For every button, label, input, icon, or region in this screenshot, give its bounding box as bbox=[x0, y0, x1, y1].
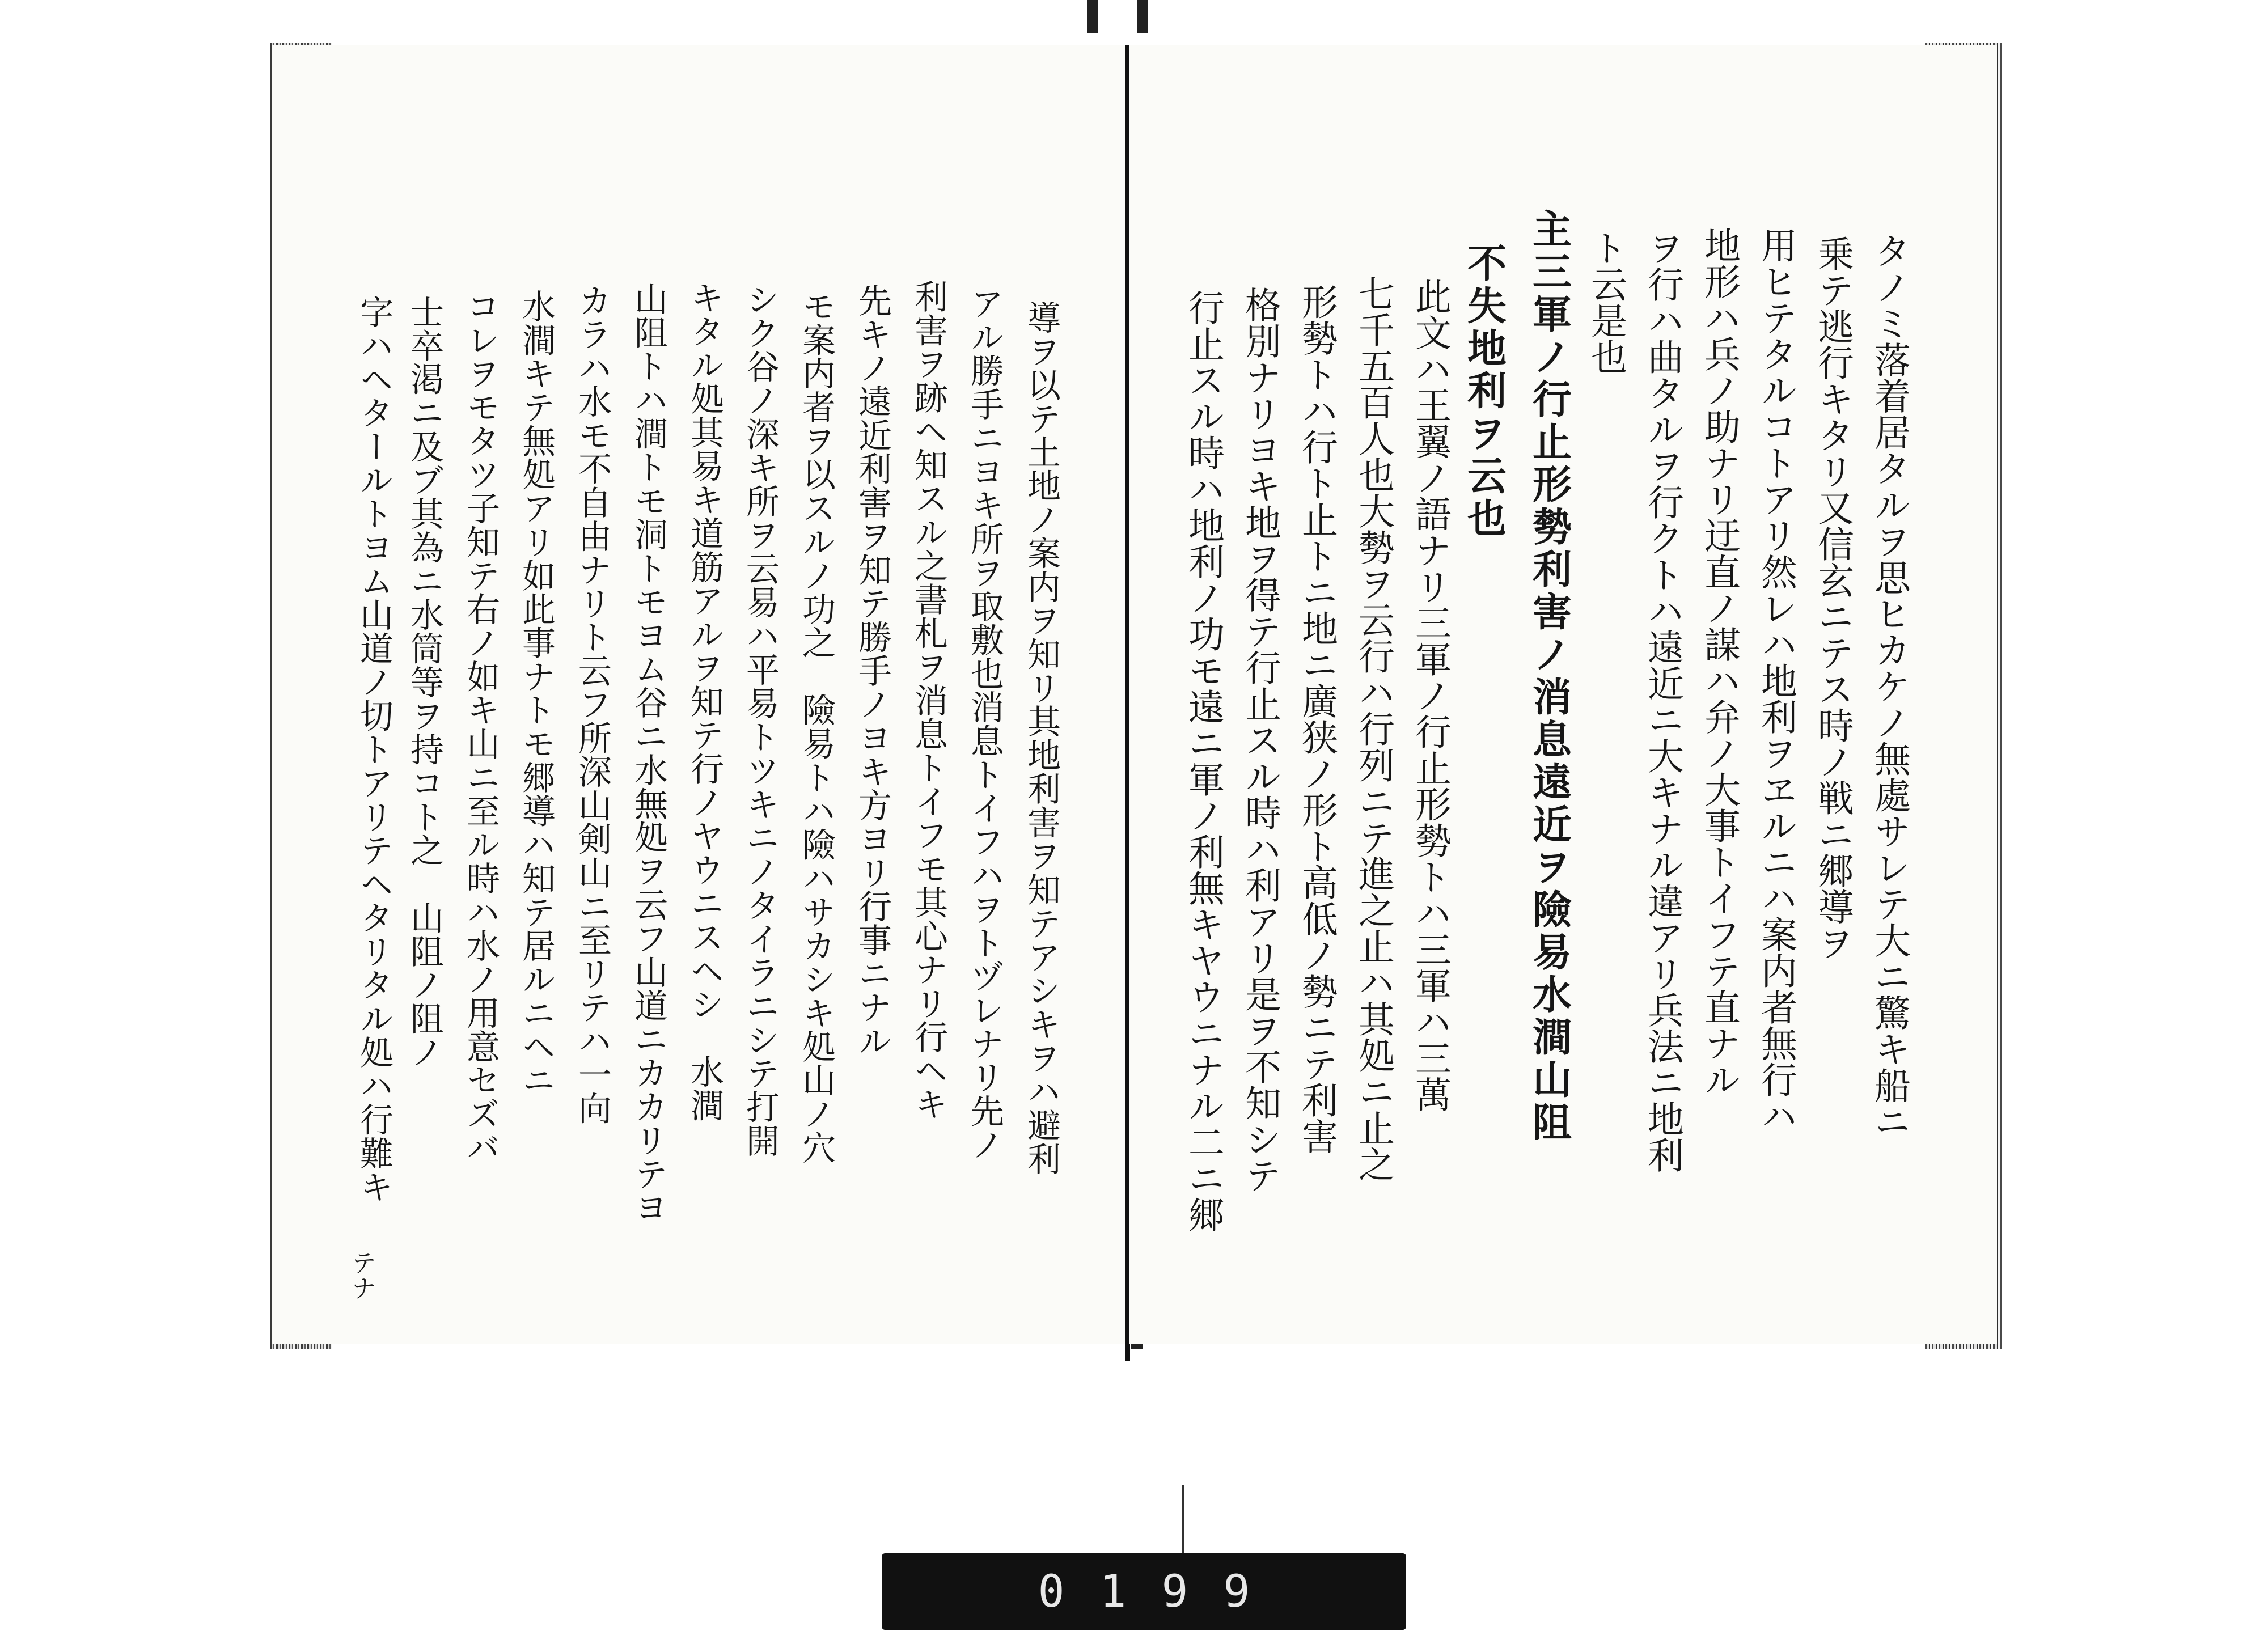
text-column: 水澗キテ無処アリ如此事ナトモ郷導ハ知テ居ルニヘニ bbox=[517, 289, 556, 1097]
text-column: カラハ水モ不自由ナリト云フ所深山剣山ニ至リテハ一向 bbox=[573, 283, 612, 1125]
margin-note: テナ bbox=[347, 1250, 376, 1301]
text-column: キタル処其易キ道筋アルヲ知テ行ノヤウニスヘシ 水澗 bbox=[685, 281, 724, 1122]
binding-clip bbox=[1087, 0, 1098, 33]
text-column: 山阻トハ澗トモ洞トモヨム谷ニ水無処ヲ云フ山道ニカカリテヨ bbox=[629, 282, 668, 1225]
gutter-shadow-line bbox=[1182, 1485, 1184, 1553]
left-page-text bbox=[272, 45, 1125, 1344]
text-column: 利害ヲ跡ヘ知スル之書札ヲ消息トイフモ其心ナリ行ヘキ bbox=[909, 279, 948, 1121]
right-page-text bbox=[1129, 45, 1923, 1344]
text-column: 用ヒテタルコトアリ然レハ地利ヲヱルニハ案内者無行ハ bbox=[1755, 227, 1797, 1134]
text-column: 乗テ逃行キタリ又信玄ニテス時ノ戦ニ郷導ヲ bbox=[1812, 235, 1854, 961]
frame-number-label bbox=[882, 1553, 1406, 1630]
text-column: 地形ハ兵ノ助ナリ迂直ノ謀ハ弁ノ大事トイフテ直ナル bbox=[1698, 227, 1740, 1098]
text-column: 先キノ遠近利害ヲ知テ勝手ノヨキ方ヨリ行事ニナル bbox=[853, 283, 892, 1058]
binding-clip bbox=[1137, 0, 1148, 33]
text-column: 行止スル時ハ地利ノ功モ遠ニ軍ノ利無キヤウニナル二ニ郷 bbox=[1182, 289, 1224, 1232]
main-text-heading: 不失地利ヲ云也 bbox=[1461, 243, 1507, 540]
text-column: 格別ナリヨキ地ヲ得テ行止スル時ハ利アリ是ヲ不知シテ bbox=[1239, 286, 1281, 1193]
text-column: アル勝手ニヨキ所ヲ取敷也消息トイフハヲトヅレナリ先ノ bbox=[965, 286, 1004, 1162]
right-page bbox=[1129, 45, 1997, 1344]
text-column: ト云是也 bbox=[1585, 230, 1627, 375]
text-column: タノミ落着居タルヲ思ヒカケノ無處サレテ大ニ驚キ船ニ bbox=[1868, 232, 1910, 1140]
text-column: 形勢トハ行ト止トニ地ニ廣狭ノ形ト高低ノ勢ニテ利害 bbox=[1296, 283, 1338, 1154]
text-column: ヲ行ハ曲タルヲ行クトハ遠近ニ大キナル違アリ兵法ニ地利 bbox=[1641, 230, 1683, 1173]
text-column: 導ヲ以テ土地ノ案内ヲ知リ其地利害ヲ知テアシキヲハ避利 bbox=[1022, 300, 1061, 1176]
text-column: 字ハヘタールトヨム山道ノ切トアリテヘタリタル処ハ行難キ bbox=[354, 295, 393, 1204]
main-text-heading: 主三軍ノ行止形勢利害ノ消息遠近ヲ險易水澗山阻 bbox=[1526, 209, 1572, 1144]
left-page bbox=[272, 45, 1125, 1344]
text-column: 此文ハ王翼ノ語ナリ三軍ノ行止形勢トハ三軍ハ三萬 bbox=[1409, 278, 1451, 1112]
text-column: コレヲモタツ子知テ右ノ如キ山ニ至ル時ハ水ノ用意セズバ bbox=[461, 289, 500, 1164]
text-column: モ案内者ヲ以スルノ功之 險易トハ險ハサカシキ処山ノ穴 bbox=[797, 289, 836, 1164]
text-column: シク谷ノ深キ所ヲ云易ハ平易トツキニノタイラニシテ打開 bbox=[741, 282, 780, 1158]
text-column: 士卒渇ニ及ブ其為ニ水筒等ヲ持コト之 山阻ノ阻ノ bbox=[405, 295, 444, 1069]
frame-number: 0199 bbox=[1038, 1566, 1285, 1617]
text-column: 七千五百人也大勢ヲ云行ハ行列ニテ進之止ハ其処ニ止之 bbox=[1352, 275, 1394, 1182]
